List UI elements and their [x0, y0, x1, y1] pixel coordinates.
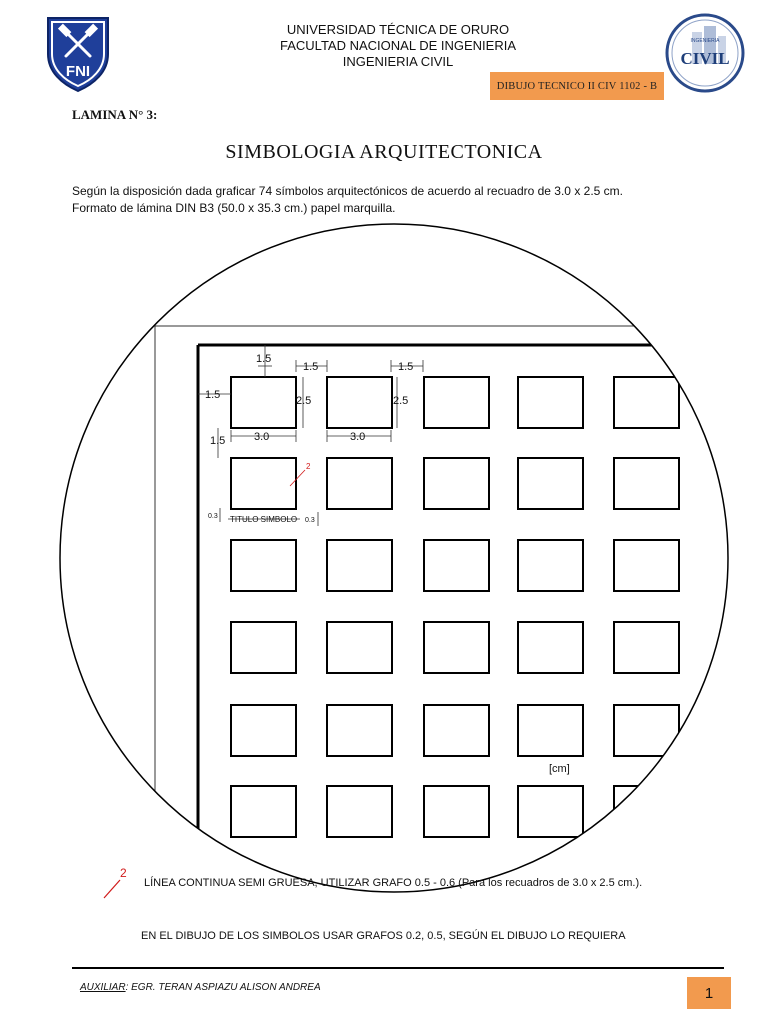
career-name: INGENIERIA CIVIL [342, 54, 454, 69]
symbol-box [231, 786, 296, 837]
symbol-box [614, 622, 679, 673]
symbol-box [327, 622, 392, 673]
dim-height-1: 2.5 [296, 395, 312, 407]
dim-03-left: 0.3 [208, 513, 218, 520]
symbol-box [424, 458, 489, 509]
dim-top: 1.5 [256, 353, 272, 365]
note-graphos: EN EL DIBUJO DE LOS SIMBOLOS USAR GRAFOS 0.2, 0.5, SEGÚN EL DIBUJO LO REQUIERA [141, 930, 626, 942]
symbol-box [424, 705, 489, 756]
symbol-box [424, 540, 489, 591]
symbol-box [614, 377, 679, 428]
symbol-box [424, 622, 489, 673]
symbol-box [614, 540, 679, 591]
footer-label: AUXILIAR [80, 982, 126, 993]
symbol-box [518, 705, 583, 756]
symbol-box [518, 540, 583, 591]
note-line-thickness: LÍNEA CONTINUA SEMI GRUESA, UTILIZAR GRAFO 0.5 - 0.6 (Para los recuadros de 3.0 x 2.5 cm.). [144, 877, 643, 889]
symbol-box [518, 786, 583, 837]
dim-left: 1.5 [205, 389, 221, 401]
lamina-number: LAMINA N° 3: [72, 107, 158, 122]
symbol-box [424, 786, 489, 837]
symbol-box [327, 458, 392, 509]
page-number: 1 [687, 977, 731, 1009]
faculty-name: FACULTAD NACIONAL DE INGENIERIA [280, 38, 516, 53]
dim-gap-1: 1.5 [303, 361, 319, 373]
dim-gap-2: 1.5 [398, 361, 414, 373]
symbol-grid [231, 377, 679, 837]
symbol-box [231, 458, 296, 509]
symbol-box [231, 377, 296, 428]
dim-row-gap: 1.5 [210, 435, 226, 447]
symbol-box [518, 458, 583, 509]
dim-width-2: 3.0 [350, 431, 366, 443]
detail-circle [60, 224, 728, 892]
symbol-box [231, 540, 296, 591]
fni-logo-text: FNI [65, 63, 91, 80]
instruction-line-2: Formato de lámina DIN B3 (50.0 x 35.3 cm.) papel marquilla. [72, 201, 396, 215]
instruction-line-1: Según la disposición dada graficar 74 símbolos arquitectónicos de acuerdo al recuadro de 3.0 x 2.5 cm. [72, 184, 623, 198]
symbol-box [327, 540, 392, 591]
symbol-box [518, 622, 583, 673]
symbol-box [614, 786, 679, 837]
symbol-box [327, 705, 392, 756]
footer-divider [72, 967, 724, 969]
symbol-box [424, 377, 489, 428]
titulo-simbolo: TITULO SIMBOLO [230, 515, 298, 524]
footer-author [80, 982, 321, 993]
symbol-box [231, 622, 296, 673]
dim-03-right: 0.3 [305, 517, 315, 524]
callout-marker [98, 862, 134, 902]
course-badge: DIBUJO TECNICO II CIV 1102 - B [490, 72, 664, 100]
civil-logo-small: INGENIERIA [690, 38, 720, 44]
symbol-box [614, 458, 679, 509]
civil-logo-text: CIVIL [680, 49, 730, 68]
symbol-box [327, 786, 392, 837]
university-name: UNIVERSIDAD TÉCNICA DE ORURO [286, 22, 510, 37]
symbol-box [327, 377, 392, 428]
callout-label: 2 [306, 462, 311, 471]
dim-height-2: 2.5 [393, 395, 409, 407]
page-title: SIMBOLOGIA ARQUITECTONICA [225, 141, 543, 163]
callout-marker-number: 2 [120, 866, 127, 880]
footer-name: : EGR. TERAN ASPIAZU ALISON ANDREA [125, 982, 321, 993]
symbol-box [231, 705, 296, 756]
symbol-box [518, 377, 583, 428]
unit-label: [cm] [549, 763, 570, 775]
dim-width-1: 3.0 [254, 431, 270, 443]
